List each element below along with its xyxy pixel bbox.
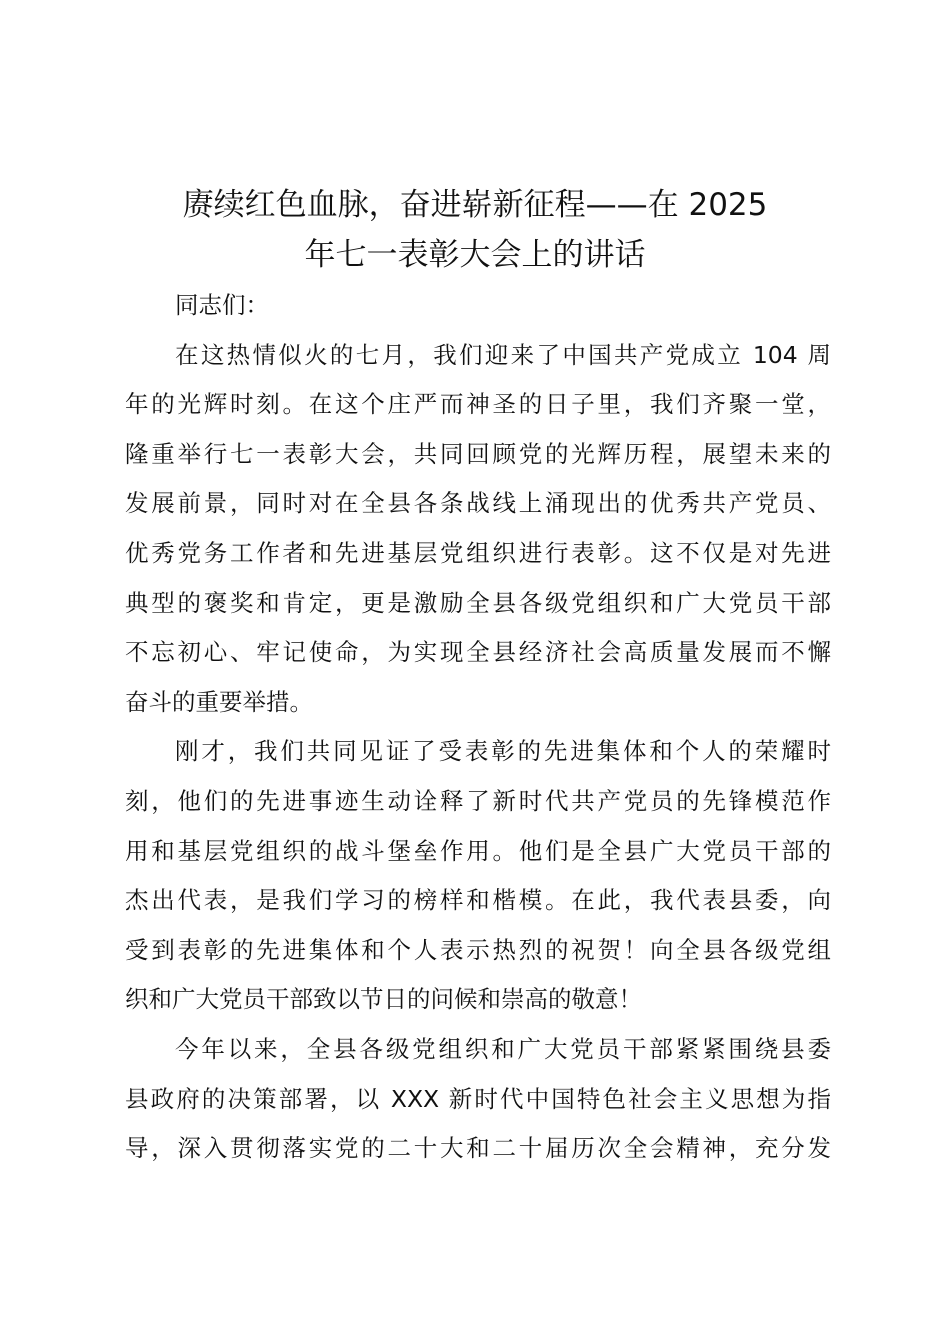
paragraph-line: 年的光辉时刻。在这个庄严而神圣的日子里，我们齐聚一堂，	[125, 390, 831, 419]
paragraph-line: 奋斗的重要举措。	[125, 687, 313, 716]
paragraph-line: 刻，他们的先进事迹生动诠释了新时代共产党员的先锋模范作	[125, 786, 831, 815]
paragraph-line: 典型的褒奖和肯定，更是激励全县各级党组织和广大党员干部	[125, 588, 831, 617]
document-body	[125, 281, 831, 1174]
salutation: 同志们：	[175, 291, 269, 319]
paragraph-line: 杰出代表，是我们学习的榜样和楷模。在此，我代表县委，向	[125, 886, 831, 915]
paragraph-line: 导，深入贯彻落实党的二十大和二十届历次全会精神，充分发	[125, 1134, 831, 1163]
paragraph-line: 用和基层党组织的战斗堡垒作用。他们是全县广大党员干部的	[125, 836, 831, 865]
paragraph-line: 县政府的决策部署，以 XXX 新时代中国特色社会主义思想为指	[125, 1084, 831, 1113]
paragraph-line: 在这热情似火的七月，我们迎来了中国共产党成立 104 周	[175, 340, 831, 369]
paragraph-line: 今年以来，全县各级党组织和广大党员干部紧紧围绕县委	[175, 1034, 831, 1063]
document-title	[0, 180, 950, 280]
paragraph	[125, 331, 831, 728]
paragraph-line: 受到表彰的先进集体和个人表示热烈的祝贺！向全县各级党组	[125, 935, 831, 964]
title-line: 年七一表彰大会上的讲话	[304, 237, 646, 273]
paragraph-line: 织和广大党员干部致以节日的问候和崇高的敬意！	[125, 985, 642, 1014]
paragraph	[125, 1025, 831, 1174]
paragraph-line: 刚才，我们共同见证了受表彰的先进集体和个人的荣耀时	[175, 737, 831, 766]
paragraph-line: 隆重举行七一表彰大会，共同回顾党的光辉历程，展望未来的	[125, 439, 831, 468]
paragraph-line: 不忘初心、牢记使命，为实现全县经济社会高质量发展而不懈	[125, 638, 831, 667]
paragraph-line: 优秀党务工作者和先进基层党组织进行表彰。这不仅是对先进	[125, 538, 831, 567]
paragraph-line: 发展前景，同时对在全县各条战线上涌现出的优秀共产党员、	[125, 489, 831, 518]
paragraph	[125, 727, 831, 1025]
title-line: 赓续红色血脉，奋进崭新征程——在 2025	[182, 187, 768, 223]
